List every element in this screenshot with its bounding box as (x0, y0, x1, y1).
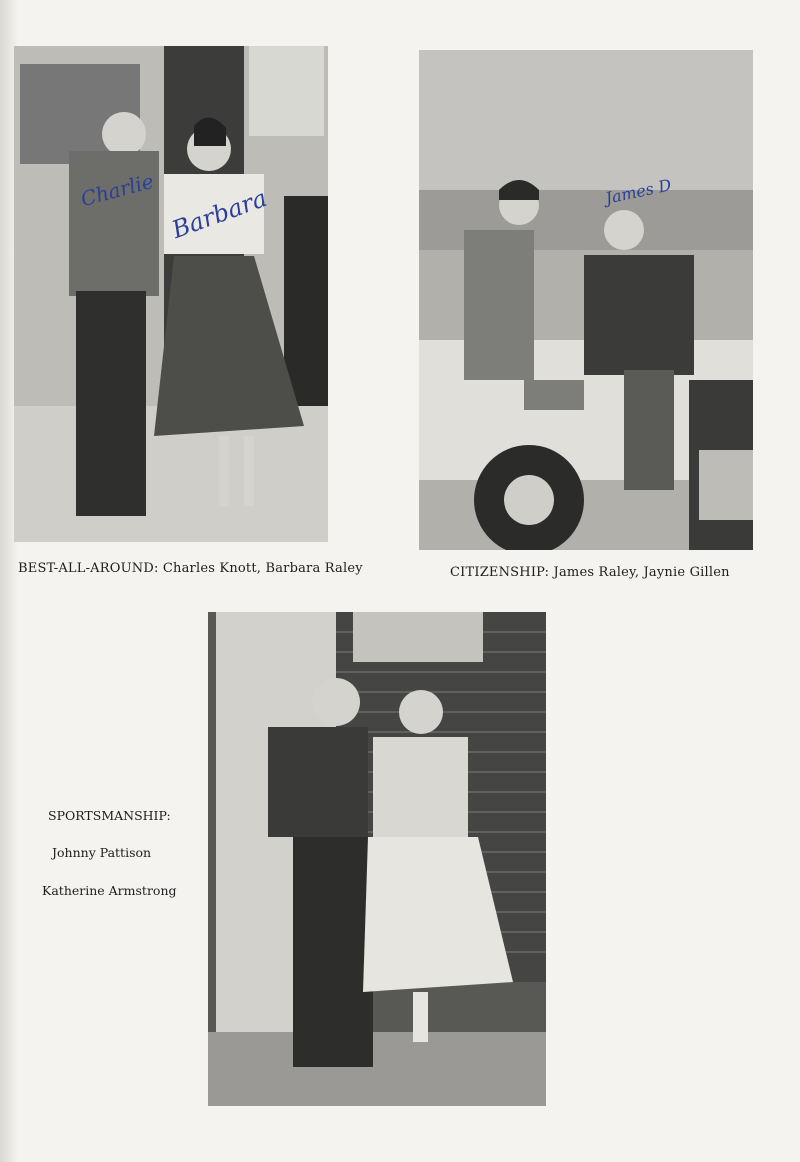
sportsmanship-name: Katherine Armstrong (42, 883, 177, 898)
signature-barbara: Barbara (168, 183, 271, 245)
caption-best-all-around: BEST-ALL-AROUND: Charles Knott, Barbara Raley (18, 561, 363, 576)
signature-charlie: Charlie (78, 168, 157, 212)
sportsmanship-name: Johnny Pattison (52, 845, 152, 860)
photo-citizenship (419, 50, 753, 550)
photo-sportsmanship (208, 612, 546, 1106)
photo-best-all-around (14, 46, 328, 542)
signature-james: James D (603, 175, 673, 208)
caption-citizenship: CITIZENSHIP: James Raley, Jaynie Gillen (450, 565, 730, 580)
sportsmanship-heading: SPORTSMANSHIP: (48, 808, 171, 823)
